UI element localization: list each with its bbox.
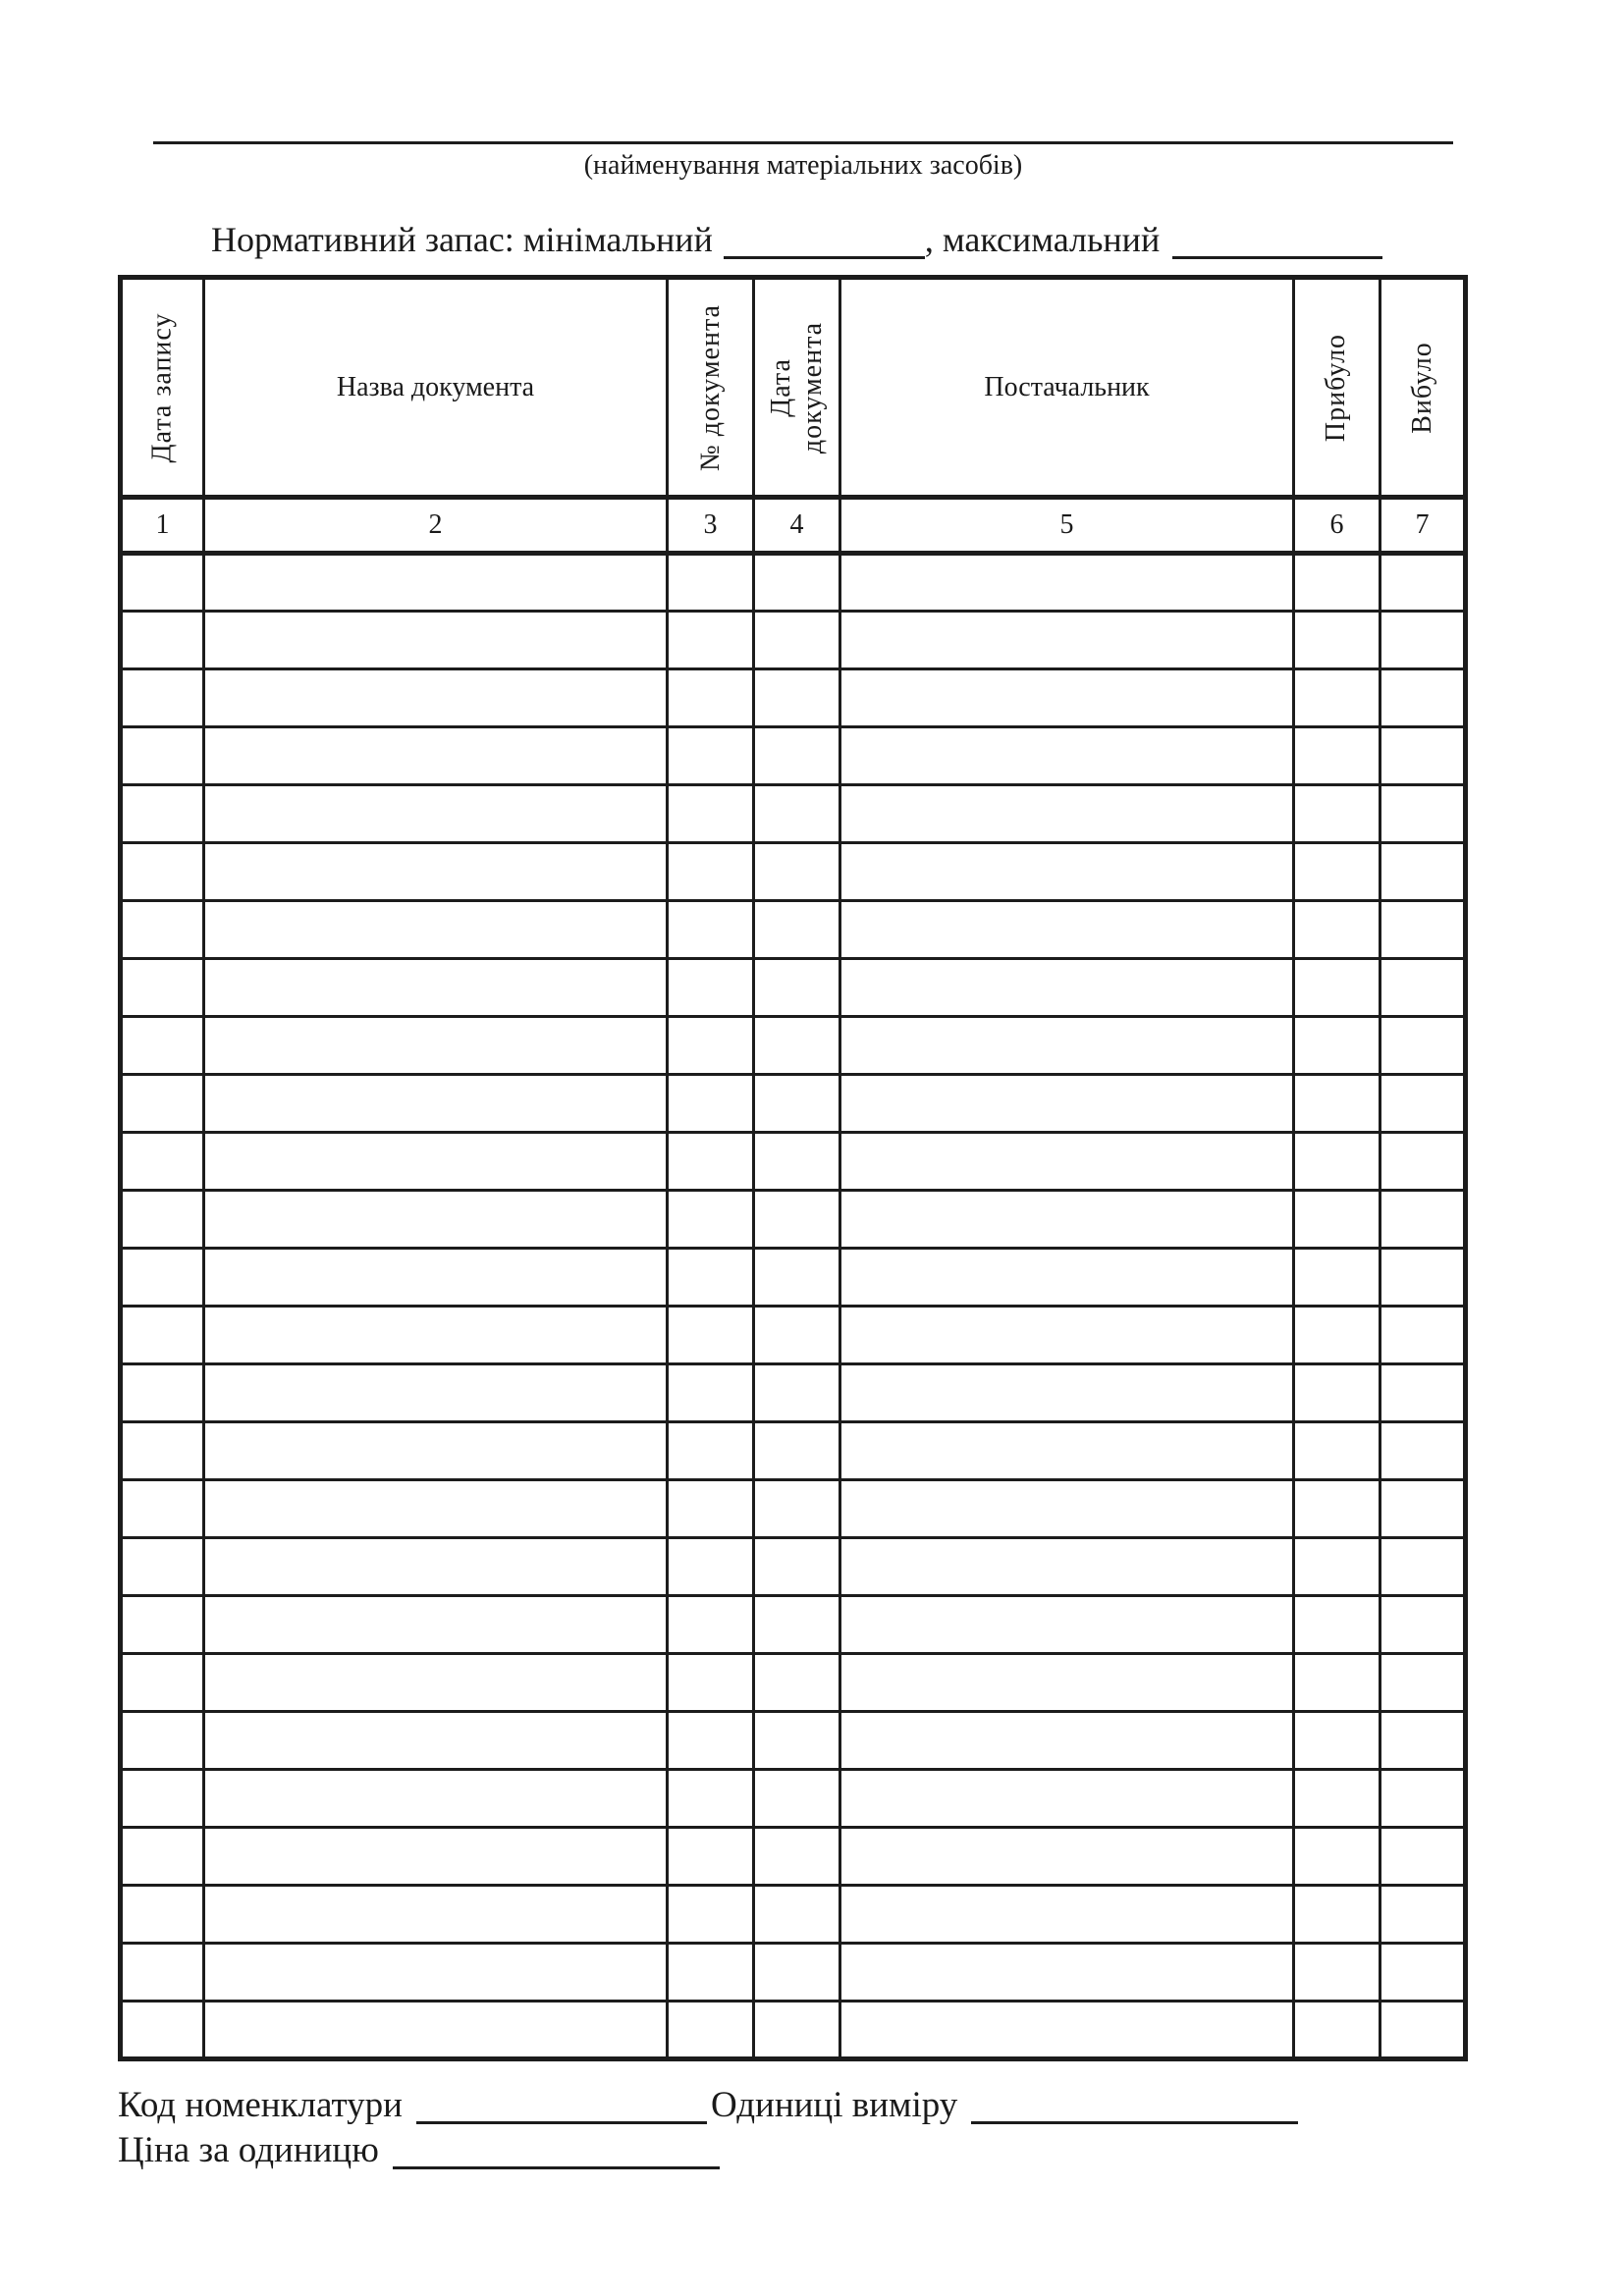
- empty-ledger-cell: [1294, 1017, 1380, 1075]
- empty-ledger-cell: [754, 1828, 840, 1886]
- empty-ledger-cell: [204, 1249, 668, 1307]
- empty-ledger-cell: [1380, 1249, 1466, 1307]
- empty-ledger-cell: [754, 1538, 840, 1596]
- empty-ledger-cell: [840, 1133, 1294, 1191]
- empty-ledger-cell: [754, 1712, 840, 1770]
- document-date-label: Дата документа: [765, 321, 828, 454]
- empty-ledger-cell: [754, 1133, 840, 1191]
- empty-ledger-cell: [121, 1770, 204, 1828]
- empty-ledger-cell: [1294, 1828, 1380, 1886]
- empty-ledger-cell: [840, 2002, 1294, 2059]
- col-header-departed: [1380, 278, 1466, 498]
- empty-ledger-cell: [754, 669, 840, 727]
- empty-ledger-cell: [668, 1538, 754, 1596]
- empty-ledger-cell: [668, 901, 754, 959]
- empty-ledger-cell: [204, 1712, 668, 1770]
- empty-ledger-cell: [840, 1828, 1294, 1886]
- empty-ledger-cell: [1380, 1596, 1466, 1654]
- empty-ledger-cell: [121, 1075, 204, 1133]
- empty-ledger-cell: [121, 1480, 204, 1538]
- empty-ledger-cell: [1294, 1480, 1380, 1538]
- empty-ledger-cell: [204, 785, 668, 843]
- empty-ledger-cell: [668, 2002, 754, 2059]
- empty-ledger-cell: [1294, 1712, 1380, 1770]
- empty-ledger-cell: [754, 1307, 840, 1364]
- empty-ledger-cell: [1294, 669, 1380, 727]
- empty-ledger-cell: [1294, 2002, 1380, 2059]
- empty-ledger-cell: [840, 901, 1294, 959]
- empty-ledger-cell: [754, 1596, 840, 1654]
- empty-ledger-cell: [1380, 1075, 1466, 1133]
- empty-ledger-cell: [668, 1249, 754, 1307]
- empty-ledger-cell: [121, 554, 204, 612]
- empty-ledger-cell: [668, 959, 754, 1017]
- empty-ledger-cell: [1294, 612, 1380, 669]
- empty-ledger-cell: [754, 1480, 840, 1538]
- empty-ledger-cell: [668, 1712, 754, 1770]
- table-header-row: [121, 278, 1466, 498]
- empty-ledger-cell: [1294, 1944, 1380, 2002]
- empty-ledger-cell: [1294, 727, 1380, 785]
- nomenclature-code-label: Код номенклатури: [118, 2085, 403, 2125]
- empty-ledger-row: [121, 1191, 1466, 1249]
- empty-ledger-row: [121, 1307, 1466, 1364]
- empty-ledger-cell: [121, 785, 204, 843]
- empty-ledger-cell: [121, 727, 204, 785]
- empty-ledger-cell: [1380, 1712, 1466, 1770]
- empty-ledger-cell: [1294, 1422, 1380, 1480]
- measure-units-label: Одиниці виміру: [710, 2085, 958, 2125]
- empty-ledger-cell: [204, 554, 668, 612]
- empty-ledger-row: [121, 1364, 1466, 1422]
- empty-ledger-cell: [840, 1249, 1294, 1307]
- empty-ledger-cell: [840, 1422, 1294, 1480]
- empty-ledger-cell: [754, 1017, 840, 1075]
- empty-ledger-cell: [754, 727, 840, 785]
- empty-ledger-cell: [754, 612, 840, 669]
- column-number-3: 3: [668, 498, 754, 554]
- max-value-fill-line: [1172, 256, 1382, 259]
- stock-ledger-table: [118, 275, 1468, 2061]
- empty-ledger-cell: [1294, 1538, 1380, 1596]
- col-header-document-number: [668, 278, 754, 498]
- arrived-label: Прибуло: [1321, 333, 1352, 442]
- empty-ledger-cell: [1380, 959, 1466, 1017]
- empty-ledger-cell: [668, 1944, 754, 2002]
- empty-ledger-cell: [204, 1886, 668, 1944]
- empty-ledger-row: [121, 901, 1466, 959]
- empty-ledger-cell: [204, 1944, 668, 2002]
- empty-ledger-cell: [1294, 1133, 1380, 1191]
- empty-ledger-cell: [121, 1654, 204, 1712]
- empty-ledger-cell: [840, 554, 1294, 612]
- col-header-document-date: [754, 278, 840, 498]
- empty-ledger-cell: [204, 843, 668, 901]
- empty-ledger-cell: [204, 1075, 668, 1133]
- footer-line-1: [118, 2083, 1298, 2128]
- empty-ledger-cell: [668, 1364, 754, 1422]
- empty-ledger-cell: [840, 785, 1294, 843]
- empty-ledger-cell: [204, 669, 668, 727]
- empty-ledger-cell: [668, 1886, 754, 1944]
- empty-ledger-cell: [1294, 1075, 1380, 1133]
- empty-ledger-cell: [754, 1364, 840, 1422]
- empty-ledger-row: [121, 1017, 1466, 1075]
- empty-ledger-row: [121, 2002, 1466, 2059]
- empty-ledger-cell: [1294, 843, 1380, 901]
- empty-ledger-row: [121, 1480, 1466, 1538]
- footer-fields: [118, 2083, 1298, 2173]
- empty-ledger-cell: [121, 1017, 204, 1075]
- empty-ledger-cell: [121, 1828, 204, 1886]
- empty-ledger-cell: [668, 1654, 754, 1712]
- empty-ledger-cell: [204, 1422, 668, 1480]
- empty-ledger-cell: [1294, 1249, 1380, 1307]
- empty-ledger-cell: [1380, 1133, 1466, 1191]
- empty-ledger-cell: [1380, 1307, 1466, 1364]
- empty-ledger-cell: [840, 1191, 1294, 1249]
- empty-ledger-cell: [204, 1017, 668, 1075]
- empty-ledger-cell: [1380, 1364, 1466, 1422]
- column-number-6: 6: [1294, 498, 1380, 554]
- empty-ledger-cell: [1380, 1191, 1466, 1249]
- col-header-supplier: [840, 278, 1294, 498]
- empty-ledger-cell: [204, 1538, 668, 1596]
- norm-separator-label: , максимальний: [924, 220, 1161, 259]
- empty-ledger-cell: [754, 1422, 840, 1480]
- empty-ledger-cell: [840, 669, 1294, 727]
- empty-ledger-row: [121, 1944, 1466, 2002]
- col-header-document-name: [204, 278, 668, 498]
- empty-ledger-cell: [1380, 1654, 1466, 1712]
- empty-ledger-cell: [668, 785, 754, 843]
- empty-ledger-cell: [121, 1886, 204, 1944]
- empty-ledger-cell: [1380, 612, 1466, 669]
- empty-ledger-cell: [204, 1307, 668, 1364]
- empty-ledger-cell: [668, 1828, 754, 1886]
- empty-ledger-cell: [1294, 1770, 1380, 1828]
- empty-ledger-cell: [204, 1364, 668, 1422]
- empty-ledger-cell: [1380, 1422, 1466, 1480]
- empty-ledger-cell: [204, 1480, 668, 1538]
- empty-ledger-cell: [204, 959, 668, 1017]
- empty-ledger-cell: [1380, 1538, 1466, 1596]
- empty-ledger-row: [121, 554, 1466, 612]
- empty-ledger-cell: [121, 901, 204, 959]
- empty-ledger-cell: [1380, 669, 1466, 727]
- empty-ledger-cell: [121, 1944, 204, 2002]
- empty-ledger-cell: [754, 1191, 840, 1249]
- empty-ledger-cell: [121, 669, 204, 727]
- empty-ledger-row: [121, 1596, 1466, 1654]
- empty-ledger-cell: [204, 727, 668, 785]
- material-name-caption: (найменування матеріальних засобів): [583, 150, 1023, 181]
- nomenclature-code-fill-line: [416, 2121, 707, 2124]
- empty-ledger-cell: [121, 1364, 204, 1422]
- empty-ledger-cell: [121, 1191, 204, 1249]
- empty-ledger-cell: [840, 1480, 1294, 1538]
- empty-ledger-cell: [1294, 1307, 1380, 1364]
- empty-ledger-cell: [754, 1886, 840, 1944]
- empty-ledger-cell: [840, 1654, 1294, 1712]
- departed-label: Вибуло: [1406, 341, 1437, 434]
- empty-ledger-cell: [840, 612, 1294, 669]
- empty-ledger-cell: [754, 901, 840, 959]
- empty-ledger-cell: [1294, 959, 1380, 1017]
- supplier-label: Постачальник: [984, 371, 1150, 402]
- column-number-1: 1: [121, 498, 204, 554]
- col-header-record-date: [121, 278, 204, 498]
- min-value-fill-line: [724, 256, 925, 259]
- empty-ledger-cell: [754, 554, 840, 612]
- unit-price-label: Ціна за одиницю: [118, 2130, 379, 2170]
- empty-ledger-cell: [754, 1654, 840, 1712]
- empty-ledger-cell: [840, 1017, 1294, 1075]
- empty-ledger-cell: [1294, 1364, 1380, 1422]
- empty-ledger-cell: [1294, 1191, 1380, 1249]
- empty-ledger-cell: [754, 785, 840, 843]
- measure-units-fill-line: [971, 2121, 1298, 2124]
- empty-ledger-cell: [1294, 554, 1380, 612]
- empty-ledger-row: [121, 1712, 1466, 1770]
- empty-ledger-cell: [1380, 1828, 1466, 1886]
- empty-ledger-cell: [668, 843, 754, 901]
- empty-ledger-row: [121, 612, 1466, 669]
- empty-ledger-cell: [204, 2002, 668, 2059]
- empty-ledger-cell: [1380, 2002, 1466, 2059]
- empty-ledger-cell: [668, 727, 754, 785]
- empty-ledger-row: [121, 1249, 1466, 1307]
- empty-ledger-cell: [121, 1538, 204, 1596]
- empty-ledger-row: [121, 843, 1466, 901]
- empty-ledger-cell: [121, 843, 204, 901]
- empty-ledger-row: [121, 785, 1466, 843]
- column-number-5: 5: [840, 498, 1294, 554]
- column-number-7: 7: [1380, 498, 1466, 554]
- empty-ledger-row: [121, 669, 1466, 727]
- empty-ledger-cell: [1380, 1886, 1466, 1944]
- empty-ledger-row: [121, 1538, 1466, 1596]
- empty-ledger-cell: [668, 669, 754, 727]
- empty-ledger-cell: [1380, 727, 1466, 785]
- empty-ledger-cell: [121, 1422, 204, 1480]
- empty-ledger-row: [121, 1654, 1466, 1712]
- empty-ledger-cell: [121, 1249, 204, 1307]
- empty-ledger-cell: [668, 1307, 754, 1364]
- empty-ledger-cell: [668, 1422, 754, 1480]
- empty-ledger-cell: [1380, 1480, 1466, 1538]
- record-date-label: Дата запису: [146, 312, 178, 462]
- empty-ledger-cell: [204, 1596, 668, 1654]
- empty-ledger-cell: [204, 1133, 668, 1191]
- empty-ledger-cell: [668, 554, 754, 612]
- empty-ledger-row: [121, 727, 1466, 785]
- empty-ledger-cell: [1294, 785, 1380, 843]
- document-name-label: Назва документа: [336, 371, 535, 402]
- col-header-arrived: [1294, 278, 1380, 498]
- empty-ledger-cell: [121, 959, 204, 1017]
- unit-price-fill-line: [393, 2166, 720, 2169]
- empty-ledger-cell: [668, 1770, 754, 1828]
- empty-ledger-cell: [121, 612, 204, 669]
- empty-ledger-row: [121, 1422, 1466, 1480]
- footer-line-2: [118, 2128, 1298, 2173]
- empty-ledger-cell: [840, 1770, 1294, 1828]
- empty-ledger-cell: [204, 1770, 668, 1828]
- empty-ledger-cell: [204, 1654, 668, 1712]
- empty-ledger-cell: [1380, 785, 1466, 843]
- empty-ledger-cell: [840, 1364, 1294, 1422]
- empty-ledger-cell: [840, 1886, 1294, 1944]
- empty-ledger-row: [121, 1886, 1466, 1944]
- empty-ledger-cell: [204, 612, 668, 669]
- empty-ledger-cell: [668, 1191, 754, 1249]
- empty-ledger-cell: [754, 1075, 840, 1133]
- normative-stock-line: [211, 216, 1382, 263]
- empty-ledger-cell: [204, 1828, 668, 1886]
- empty-ledger-cell: [1380, 554, 1466, 612]
- empty-ledger-cell: [121, 1596, 204, 1654]
- empty-ledger-cell: [204, 1191, 668, 1249]
- empty-ledger-cell: [1380, 843, 1466, 901]
- empty-ledger-cell: [840, 1075, 1294, 1133]
- column-number-4: 4: [754, 498, 840, 554]
- empty-ledger-cell: [840, 1596, 1294, 1654]
- material-name-fill-line: [153, 141, 1453, 144]
- empty-ledger-cell: [840, 1712, 1294, 1770]
- norm-prefix-label: Нормативний запас: мінімальний: [211, 220, 713, 259]
- column-number-row: [121, 498, 1466, 554]
- empty-ledger-row: [121, 959, 1466, 1017]
- empty-ledger-row: [121, 1828, 1466, 1886]
- empty-ledger-cell: [668, 1596, 754, 1654]
- empty-ledger-cell: [121, 1712, 204, 1770]
- empty-ledger-cell: [754, 1944, 840, 2002]
- empty-ledger-cell: [668, 1017, 754, 1075]
- empty-ledger-cell: [754, 959, 840, 1017]
- empty-ledger-cell: [204, 901, 668, 959]
- empty-ledger-cell: [668, 1480, 754, 1538]
- empty-ledger-row: [121, 1133, 1466, 1191]
- empty-ledger-row: [121, 1770, 1466, 1828]
- empty-ledger-cell: [754, 843, 840, 901]
- empty-ledger-cell: [1294, 1654, 1380, 1712]
- empty-ledger-cell: [1294, 1886, 1380, 1944]
- empty-ledger-cell: [1380, 1770, 1466, 1828]
- empty-ledger-cell: [840, 1307, 1294, 1364]
- empty-ledger-cell: [840, 959, 1294, 1017]
- document-number-label: № документа: [694, 303, 726, 471]
- empty-ledger-cell: [840, 727, 1294, 785]
- empty-ledger-cell: [840, 1538, 1294, 1596]
- empty-ledger-cell: [1294, 1596, 1380, 1654]
- column-number-2: 2: [204, 498, 668, 554]
- empty-ledger-cell: [668, 1133, 754, 1191]
- empty-ledger-cell: [121, 2002, 204, 2059]
- empty-ledger-cell: [668, 1075, 754, 1133]
- empty-ledger-cell: [840, 1944, 1294, 2002]
- empty-ledger-cell: [754, 1249, 840, 1307]
- empty-ledger-cell: [1294, 901, 1380, 959]
- empty-ledger-cell: [1380, 1017, 1466, 1075]
- empty-ledger-cell: [754, 2002, 840, 2059]
- empty-ledger-cell: [754, 1770, 840, 1828]
- empty-ledger-cell: [668, 612, 754, 669]
- empty-ledger-cell: [121, 1307, 204, 1364]
- empty-ledger-row: [121, 1075, 1466, 1133]
- empty-ledger-cell: [121, 1133, 204, 1191]
- empty-ledger-cell: [1380, 1944, 1466, 2002]
- empty-ledger-cell: [1380, 901, 1466, 959]
- empty-ledger-cell: [840, 843, 1294, 901]
